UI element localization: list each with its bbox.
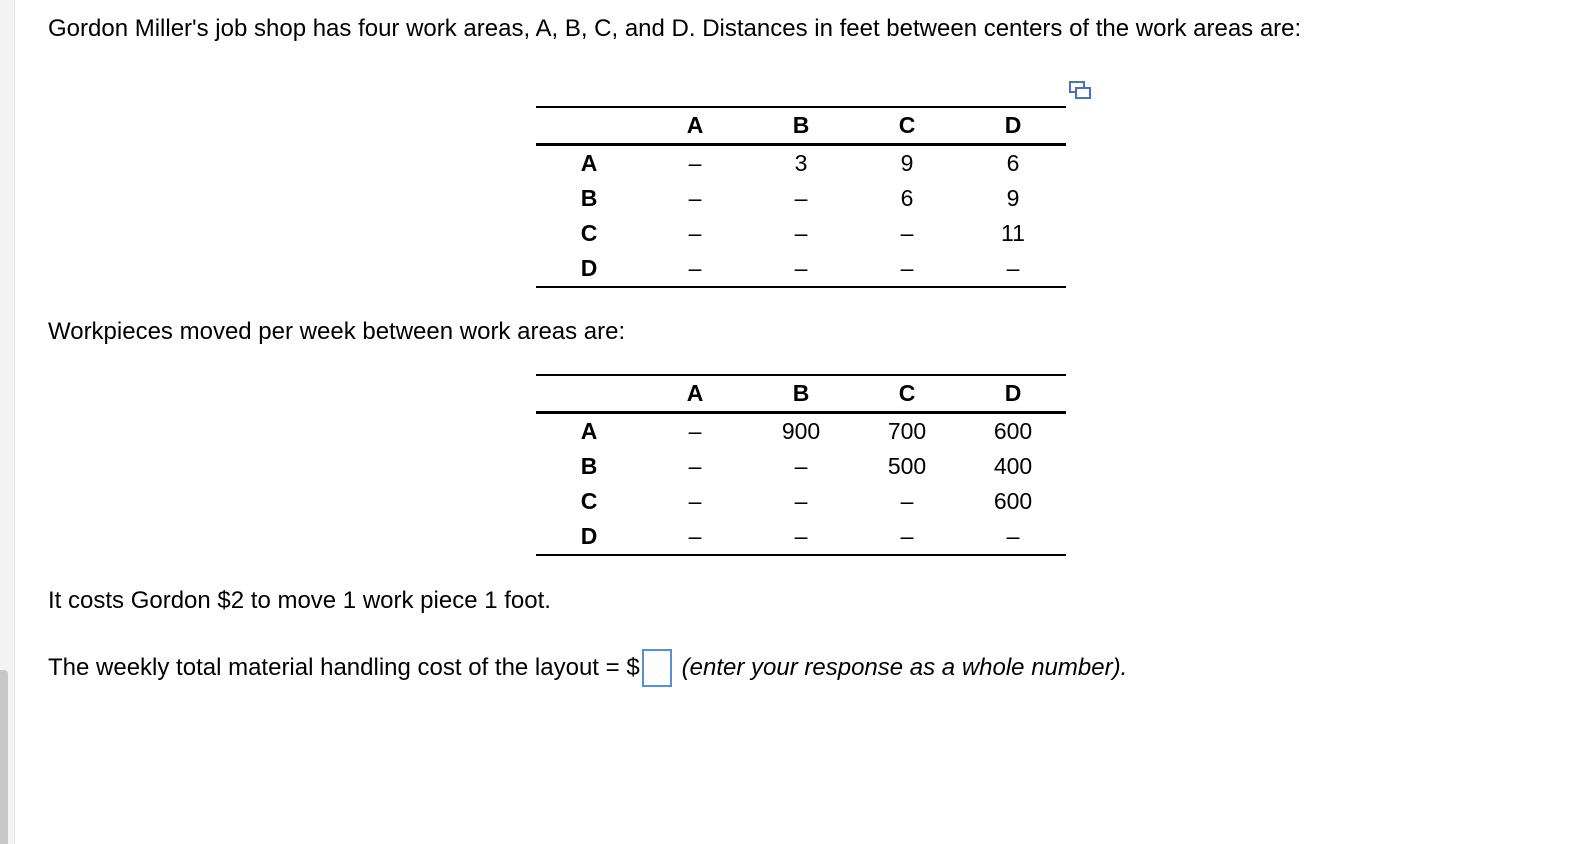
table-cell: 600 <box>993 418 1033 444</box>
table-row <box>536 145 1066 182</box>
workpiece-header-d: D <box>1004 380 1022 406</box>
table-row <box>536 181 1066 216</box>
table-cell: – <box>794 255 808 281</box>
distance-header-c: C <box>898 112 916 138</box>
row-label: C <box>580 220 598 246</box>
table-cell: – <box>900 220 914 246</box>
table-cell: – <box>794 523 808 549</box>
table-row <box>536 484 1066 519</box>
table-cell: 3 <box>794 150 808 176</box>
row-label: C <box>580 488 598 514</box>
left-scroll-rail <box>0 0 15 844</box>
table-cell: 11 <box>1001 220 1025 246</box>
table-cell: – <box>688 220 702 246</box>
distance-header-b: B <box>792 112 810 138</box>
table-cell: – <box>900 523 914 549</box>
table-cell: 900 <box>781 418 821 444</box>
table-cell: – <box>794 220 808 246</box>
cost-text: It costs Gordon $2 to move 1 work piece 1 foot. <box>48 587 551 614</box>
table-row <box>536 449 1066 484</box>
table-row <box>536 413 1066 450</box>
workpiece-header-a: A <box>686 380 704 406</box>
workpiece-header-b: B <box>792 380 810 406</box>
answer-hint: (enter your response as a whole number). <box>681 654 1128 681</box>
distance-header-a: A <box>686 112 704 138</box>
copy-icon[interactable] <box>1068 80 1092 102</box>
table-cell: 9 <box>900 150 914 176</box>
left-scrollbar-thumb[interactable] <box>0 670 8 844</box>
row-label: A <box>580 418 598 444</box>
table-cell: – <box>1006 523 1020 549</box>
table-row <box>536 216 1066 251</box>
workpiece-table-header-row <box>536 375 1066 413</box>
distance-header-corner <box>536 107 642 145</box>
workpiece-table <box>536 374 1066 556</box>
table-row <box>536 519 1066 555</box>
distance-table <box>536 106 1066 288</box>
table-cell: – <box>688 453 702 479</box>
workpieces-label: Workpieces moved per week between work areas are: <box>48 318 626 345</box>
table-cell: – <box>1006 255 1020 281</box>
table-cell: – <box>794 453 808 479</box>
table-cell: – <box>794 185 808 211</box>
table-cell: – <box>688 255 702 281</box>
workpiece-header-corner <box>536 375 642 413</box>
table-cell: 9 <box>1006 185 1020 211</box>
row-label: D <box>580 523 598 549</box>
table-cell: – <box>688 150 702 176</box>
row-label: B <box>580 185 598 211</box>
row-label: B <box>580 453 598 479</box>
table-cell: – <box>794 488 808 514</box>
table-cell: 600 <box>993 488 1033 514</box>
table-cell: 6 <box>1006 150 1020 176</box>
distance-header-d: D <box>1004 112 1022 138</box>
row-label: D <box>580 255 598 281</box>
table-cell: – <box>688 488 702 514</box>
table-cell: 700 <box>887 418 927 444</box>
distance-table-header-row <box>536 107 1066 145</box>
table-cell: 6 <box>900 185 914 211</box>
table-row <box>536 251 1066 287</box>
table-cell: – <box>688 418 702 444</box>
table-cell: – <box>900 488 914 514</box>
answer-prefix: The weekly total material handling cost of the layout = $ <box>48 654 640 681</box>
table-cell: 500 <box>887 453 927 479</box>
table-cell: – <box>900 255 914 281</box>
intro-text: Gordon Miller's job shop has four work areas, A, B, C, and D. Distances in feet between centers of the work areas are: <box>48 15 1302 42</box>
table-cell: – <box>688 523 702 549</box>
answer-line <box>48 649 1127 687</box>
table-cell: 400 <box>993 453 1033 479</box>
answer-input[interactable] <box>642 649 672 687</box>
table-cell: – <box>688 185 702 211</box>
workpiece-header-c: C <box>898 380 916 406</box>
row-label: A <box>580 150 598 176</box>
